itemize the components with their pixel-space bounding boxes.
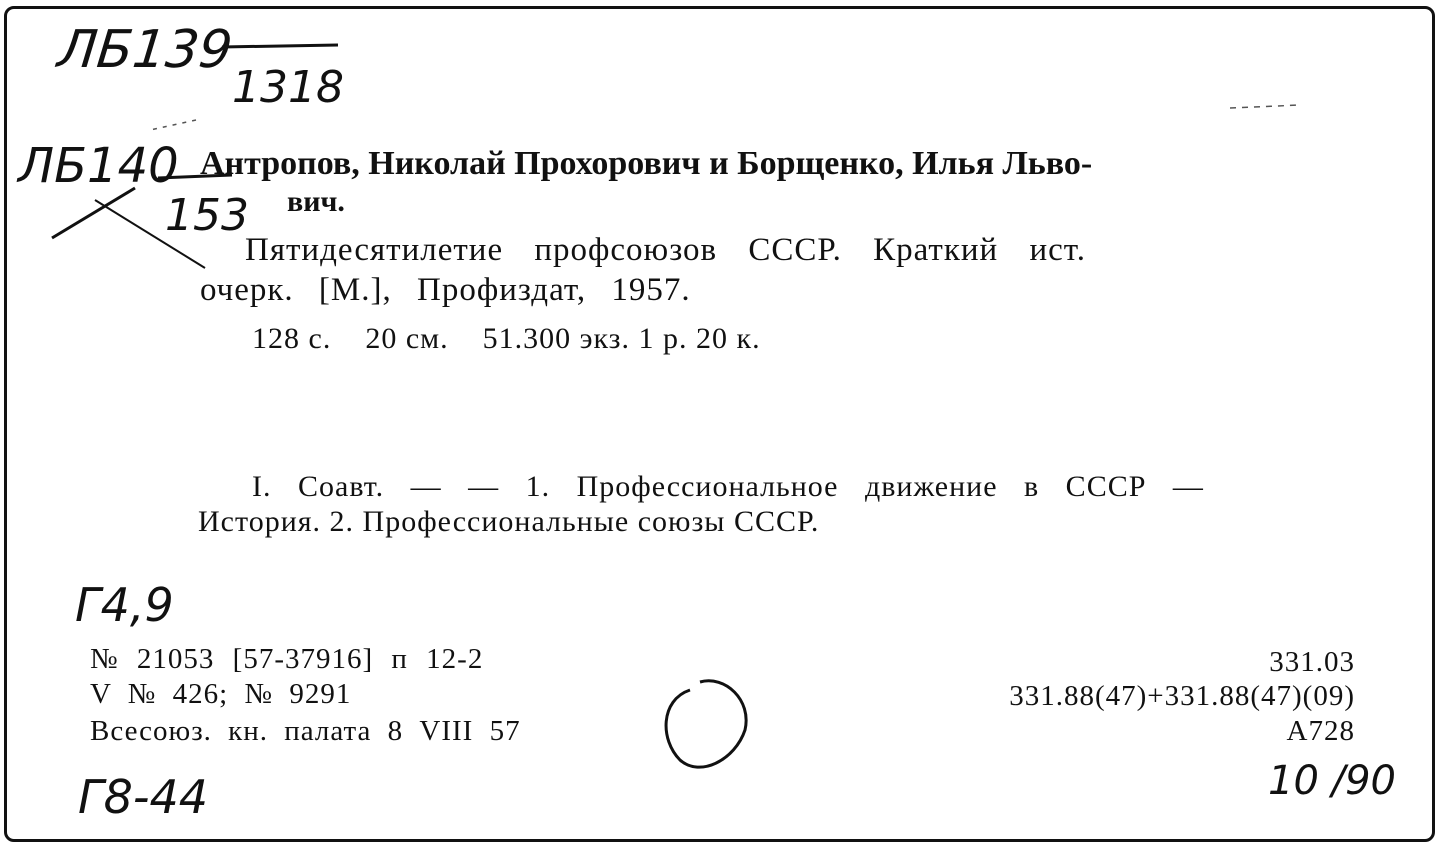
faint-mark <box>1230 105 1300 108</box>
author-line-1: Антропов, Николай Прохорович и Борщенко, Илья Льво- <box>200 145 1093 182</box>
imprint-line-1: № 21053 [57-37916] п 12-2 <box>90 643 484 675</box>
imprint-line-2: V № 426; № 9291 <box>90 678 352 710</box>
handwritten-fraction-top: 1318 <box>232 62 344 113</box>
author-line-2: вич. <box>287 185 345 218</box>
handwritten-fraction-mid: 153 <box>165 190 249 241</box>
tracings-line-1: I. Соавт. — — 1. Профессиональное движение в СССР — <box>252 470 1204 503</box>
faint-mark <box>150 120 196 130</box>
circle-stamp-mark <box>666 681 746 767</box>
tracings-line-2: История. 2. Профессиональные союзы СССР. <box>198 505 820 538</box>
strike-line-a <box>52 188 135 238</box>
classification-line-2: 331.88(47)+331.88(47)(09) <box>1009 680 1355 712</box>
title-line-2: очерк. [М.], Профиздат, 1957. <box>200 272 691 308</box>
handwritten-shelf-code-1: Г4,9 <box>75 578 174 632</box>
classification-line-1: 331.03 <box>1269 646 1355 678</box>
handwritten-shelf-code-2: Г8-44 <box>78 770 209 824</box>
imprint-line-3: Всесоюз. кн. палата 8 VIII 57 <box>90 715 521 747</box>
handwritten-code-top: ЛБ139 <box>54 20 236 80</box>
handwritten-right-note: 10 /90 <box>1268 758 1396 804</box>
title-line-1: Пятидесятилетие профсоюзов СССР. Краткий ист. <box>245 232 1086 268</box>
fraction-line-top <box>222 45 338 47</box>
classification-line-3: А728 <box>1286 715 1355 747</box>
physical-description: 128 с. 20 см. 51.300 экз. 1 р. 20 к. <box>252 322 761 355</box>
handwritten-code-mid: ЛБ140 <box>18 138 179 194</box>
